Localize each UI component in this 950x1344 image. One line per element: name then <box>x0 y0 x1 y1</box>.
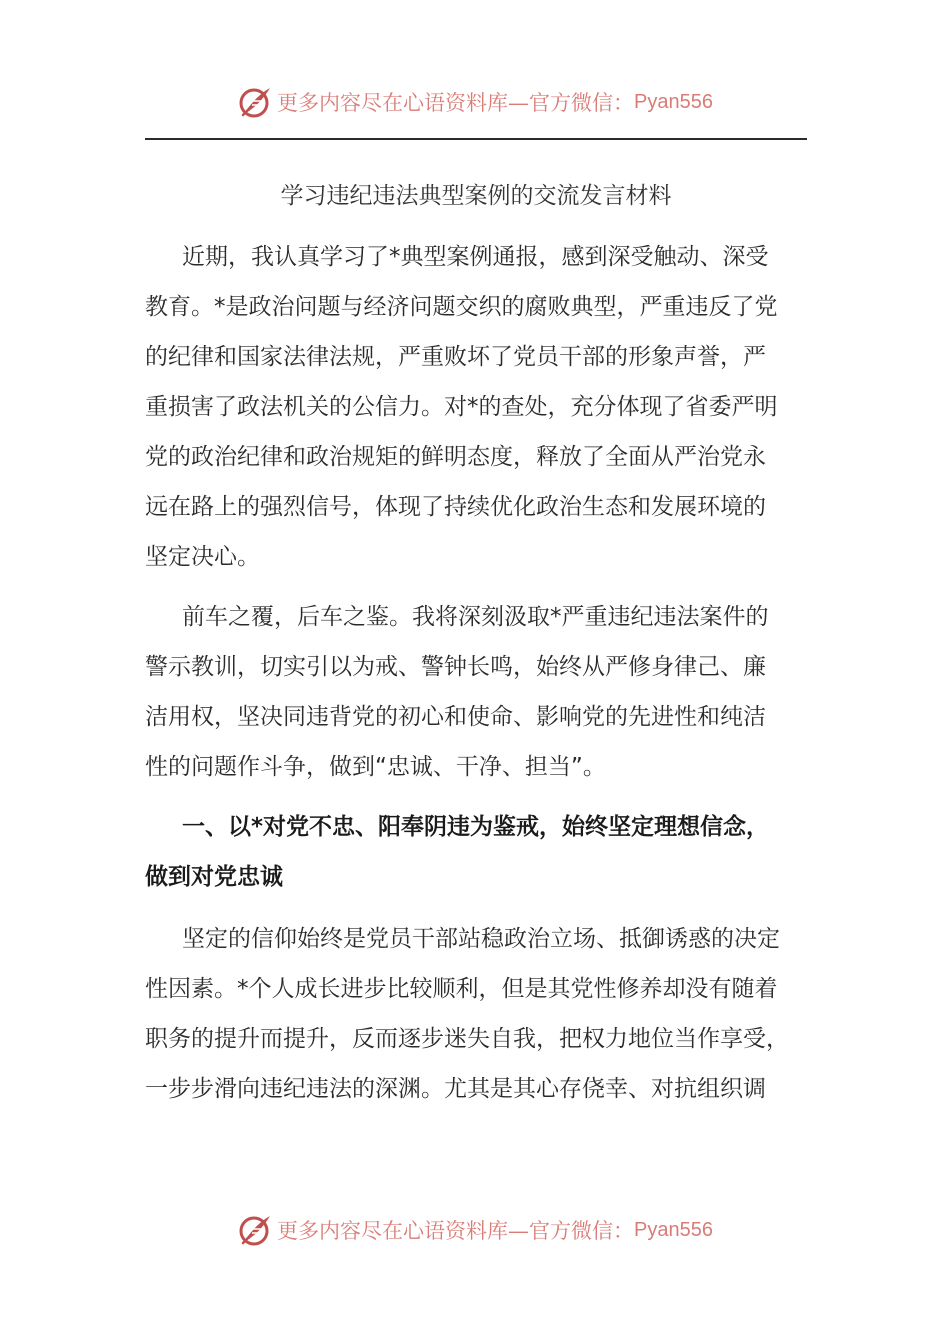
paragraph-line: 性的问题作斗争，做到“忠诚、干净、担当”。 <box>145 754 606 780</box>
paragraph-line: 坚定决心。 <box>145 544 260 570</box>
paragraph-line: 远在路上的强烈信号，体现了持续优化政治生态和发展环境的 <box>145 494 766 520</box>
paragraph-line: 前车之覆，后车之鉴。我将深刻汲取*严重违纪违法案件的 <box>182 604 769 630</box>
paragraph-line: 教育。*是政治问题与经济问题交织的腐败典型，严重违反了党 <box>145 294 778 320</box>
paragraph-line: 重损害了政法机关的公信力。对*的查处，充分体现了省委严明 <box>145 394 778 420</box>
quill-logo-icon <box>237 1212 273 1248</box>
header-banner-wechat-id: Pyan556 <box>634 90 713 113</box>
paragraph <box>145 914 807 1114</box>
paragraph <box>145 232 807 582</box>
paragraph <box>145 592 807 792</box>
header-banner-text: 更多内容尽在心语资料库—官方微信： <box>277 91 635 115</box>
paragraph-line: 的纪律和国家法律法规，严重败坏了党员干部的形象声誉，严 <box>145 344 766 370</box>
paragraph-line: 坚定的信仰始终是党员干部站稳政治立场、抵御诱惑的决定 <box>182 926 780 952</box>
paragraph-line: 洁用权，坚决同违背党的初心和使命、影响党的先进性和纯洁 <box>145 704 766 730</box>
paragraph-line: 一步步滑向违纪违法的深渊。尤其是其心存侥幸、对抗组织调 <box>145 1076 766 1102</box>
header-divider <box>145 138 807 140</box>
footer-banner <box>0 1208 950 1252</box>
paragraph-line: 性因素。*个人成长进步比较顺利，但是其党性修养却没有随着 <box>145 976 778 1002</box>
quill-logo-icon <box>237 84 273 120</box>
section-heading <box>145 802 807 902</box>
paragraph-line: 近期，我认真学习了*典型案例通报，感到深受触动、深受 <box>182 244 769 270</box>
document-title: 学习违纪违法典型案例的交流发言材料 <box>280 183 672 209</box>
paragraph-line: 警示教训，切实引以为戒、警钟长鸣，始终从严修身律己、廉 <box>145 654 766 680</box>
section-heading-line: 做到对党忠诚 <box>145 864 283 890</box>
section-heading-line: 一、以*对党不忠、阳奉阴违为鉴戒，始终坚定理想信念， <box>182 814 770 840</box>
footer-banner-text: 更多内容尽在心语资料库—官方微信： <box>277 1219 635 1243</box>
header-banner <box>0 80 950 124</box>
paragraph-line: 党的政治纪律和政治规矩的鲜明态度，释放了全面从严治党永 <box>145 444 766 470</box>
paragraph-line: 职务的提升而提升，反而逐步迷失自我，把权力地位当作享受， <box>145 1026 789 1052</box>
footer-banner-wechat-id: Pyan556 <box>634 1218 713 1241</box>
